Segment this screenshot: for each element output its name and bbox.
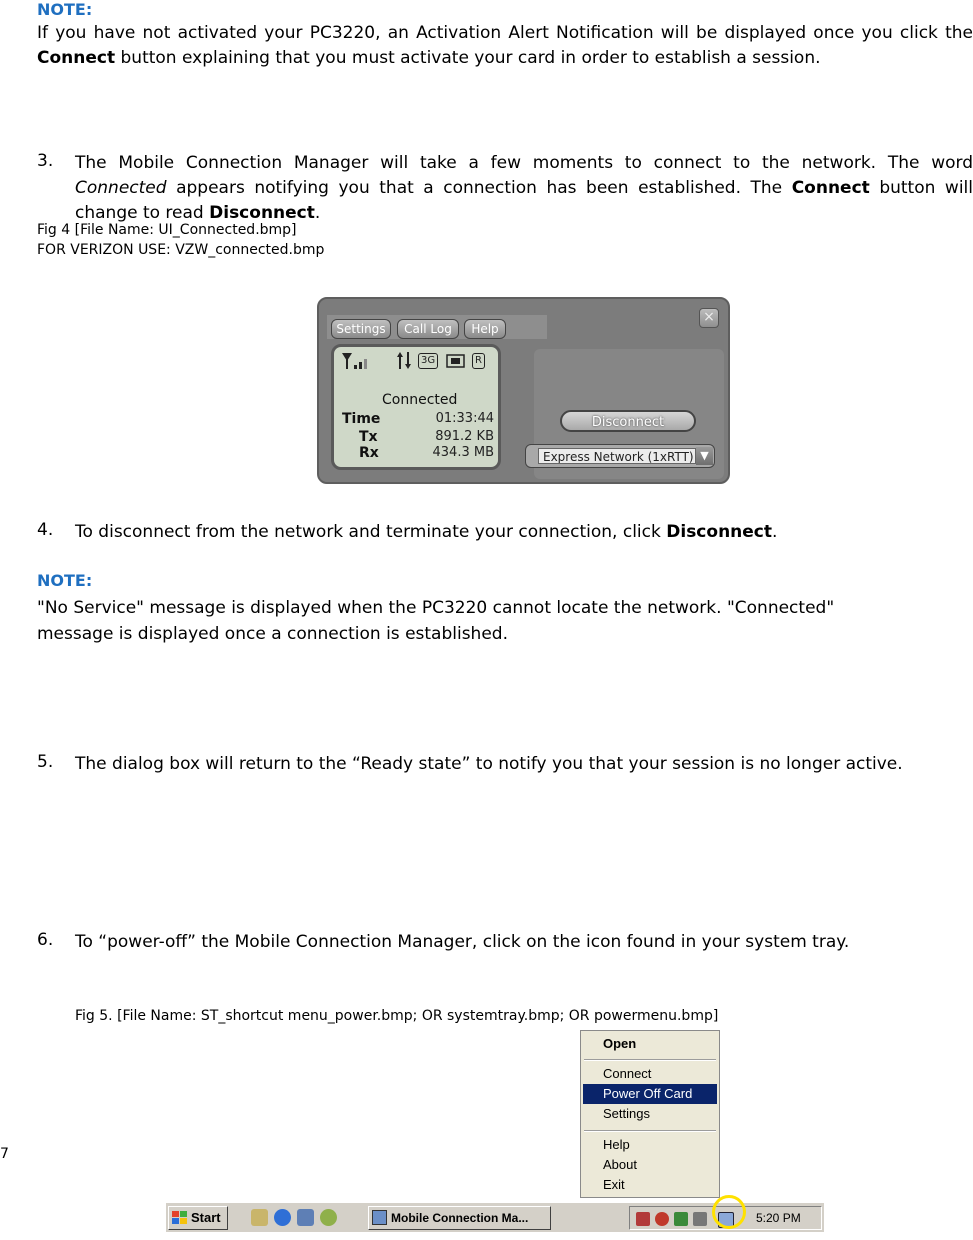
start-button[interactable] [168,1206,228,1230]
menu-separator [584,1130,716,1132]
note-heading-2: NOTE: [37,571,93,590]
status-display [331,344,501,470]
card-icon [446,353,466,369]
fig4-caption-verizon: FOR VERIZON USE: VZW_connected.bmp [37,242,325,258]
fig4-caption: Fig 4 [File Name: UI_Connected.bmp] [37,222,297,238]
time-value: 01:33:44 [435,411,494,426]
step-4-number: 4. [37,520,54,540]
tray-context-menu [580,1030,720,1198]
tab-settings[interactable]: Settings [331,319,391,339]
chevron-down-icon[interactable]: ▼ [696,447,713,465]
menu-separator [584,1059,716,1061]
connection-status: Connected [382,392,458,408]
note-2-line-1: "No Service" message is displayed when the PC3220 cannot locate the network. "Connected" [37,598,835,618]
security-icon[interactable] [655,1212,669,1226]
page-number: 7 [0,1146,9,1162]
data-transfer-icon [397,352,411,370]
internet-explorer-icon[interactable] [274,1209,291,1226]
windows-logo-icon [172,1211,188,1225]
step-5-text: The dialog box will return to the “Ready state” to notify you that your session is no longer active. [75,754,903,774]
note-2-line-2: message is displayed once a connection is established. [37,624,508,644]
step-6-text: To “power-off” the Mobile Connection Manager, click on the icon found in your system tray. [75,932,850,952]
app-button-label: Mobile Connection Ma... [391,1211,529,1225]
tab-call-log[interactable]: Call Log [397,319,459,339]
network-tray-icon[interactable] [674,1212,688,1226]
menu-item-open[interactable]: Open [603,1036,637,1051]
volume-icon[interactable] [693,1212,707,1226]
network-select-value: Express Network (1xRTT) [538,448,696,464]
note-paragraph: If you have not activated your PC3220, an Activation Alert Notification will be displayed once you click the Connect button explaining that you must activate your card in order to establish a session. [37,23,973,68]
disconnect-button[interactable]: Disconnect [560,410,696,432]
rx-value: 434.3 MB [432,445,494,460]
close-button[interactable]: × [699,308,719,328]
menu-item-power-off-card[interactable]: Power Off Card [583,1084,717,1104]
tx-label: Tx [359,429,378,445]
note-heading: NOTE: [37,0,93,19]
start-label: Start [191,1210,221,1225]
network-select[interactable] [525,444,715,468]
signal-strength-icon [342,353,370,369]
tx-value: 891.2 KB [435,429,494,444]
network-icon[interactable] [297,1209,314,1226]
step-4-text: To disconnect from the network and terminate your connection, click Disconnect. [75,522,778,542]
step-3-text: The Mobile Connection Manager will take a few moments to connect to the network. The word Connected appears notifying you that a connection has been established. The Connect button will change to read Disconnect. [75,153,973,223]
clock: 5:20 PM [756,1211,801,1225]
menu-item-help[interactable]: Help [603,1137,630,1152]
menu-item-settings[interactable]: Settings [603,1106,650,1121]
connection-manager-window [317,297,730,484]
menu-item-connect[interactable]: Connect [603,1066,652,1081]
media-icon[interactable] [320,1209,337,1226]
taskbar-app-mobile-connection-manager[interactable] [368,1206,551,1230]
menu-item-about[interactable]: About [603,1157,637,1172]
app-icon [372,1210,387,1225]
roaming-icon: R [472,353,485,369]
step-5-number: 5. [37,752,54,772]
tray-icon-highlight [712,1195,746,1229]
antivirus-icon[interactable] [636,1212,650,1226]
step-6-number: 6. [37,930,54,950]
3g-icon: 3G [418,353,438,369]
fig5-caption: Fig 5. [File Name: ST_shortcut menu_power.bmp; OR systemtray.bmp; OR powermenu.bmp] [75,1008,719,1024]
tab-help[interactable]: Help [464,319,506,339]
time-label: Time [342,411,381,427]
show-desktop-icon[interactable] [251,1209,268,1226]
rx-label: Rx [359,445,379,461]
step-3-number: 3. [37,151,54,171]
menu-item-exit[interactable]: Exit [603,1177,625,1192]
